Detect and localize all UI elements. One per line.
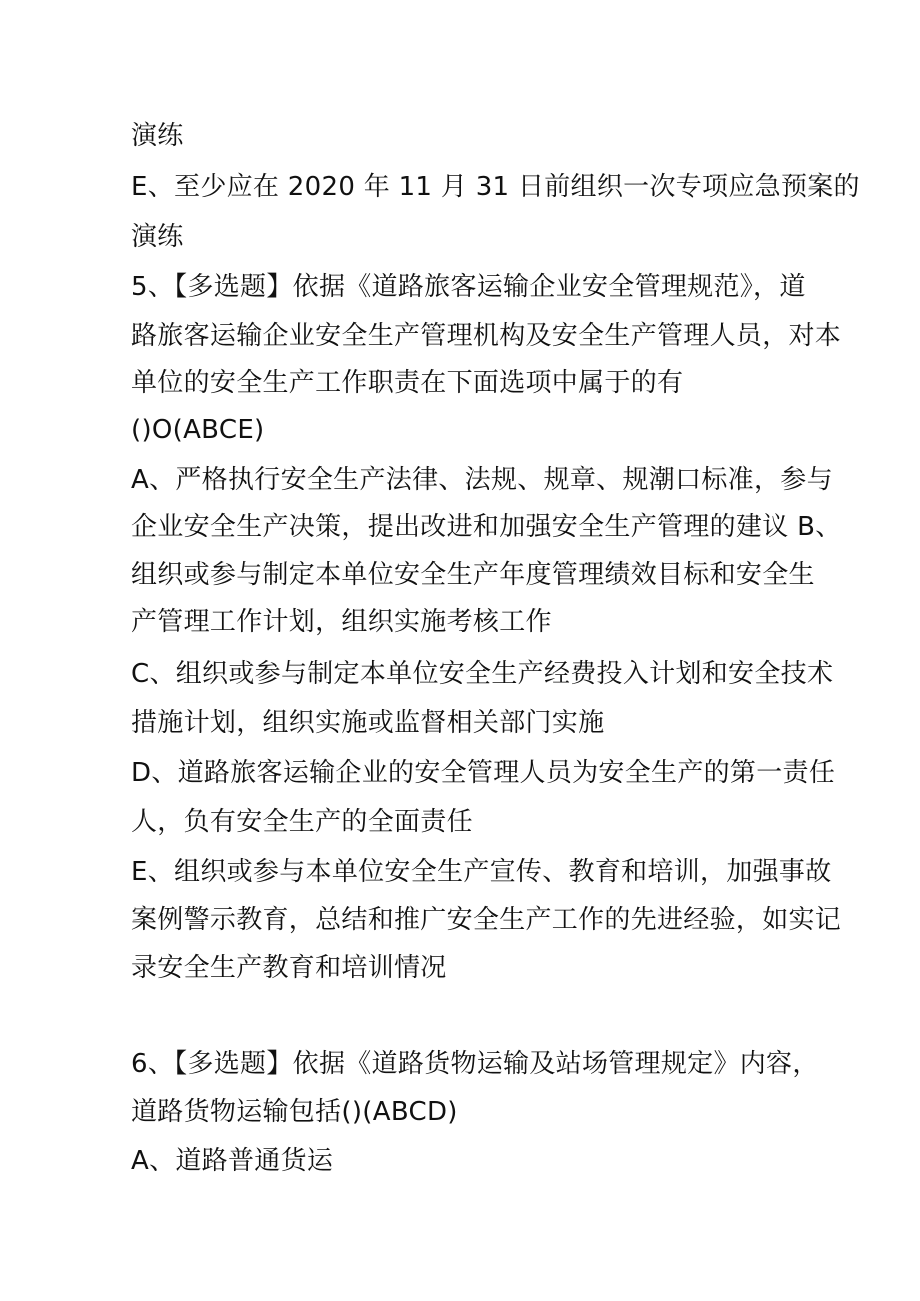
text-line: 案例警示教育，总结和推广安全生产工作的先进经验，如实记 [131,905,842,935]
text-line: 演练 [131,222,184,252]
question-5-title: 5、【多选题】依据《道路旅客运输企业安全管理规范》，道 [131,272,806,302]
option-a: A、严格执行安全生产法律、法规、规章、规潮口标准，参与 [131,465,833,495]
text-line: 单位的安全生产工作职责在下面选项中属于的有 [131,368,684,398]
text-line: 企业安全生产决策，提出改进和加强安全生产管理的建议 B、 [131,512,842,542]
option-e: E、组织或参与本单位安全生产宣传、教育和培训，加强事故 [131,857,832,887]
text-line: 路旅客运输企业安全生产管理机构及安全生产管理人员，对本 [131,321,842,351]
text-line: 人，负有安全生产的全面责任 [131,807,473,837]
option-a: A、道路普通货运 [131,1146,334,1176]
text-line: 道路货物运输包括()(ABCD) [131,1097,458,1127]
option-c: C、组织或参与制定本单位安全生产经费投入计划和安全技术 [131,659,834,689]
text-line: 产管理工作计划，组织实施考核工作 [131,607,552,637]
text-line: 措施计划，组织实施或监督相关部门实施 [131,708,605,738]
question-6-title: 6、【多选题】依据《道路货物运输及站场管理规定》内容， [131,1049,819,1079]
text-line: 录安全生产教育和培训情况 [131,953,447,983]
text-line: 组织或参与制定本单位安全生产年度管理绩效目标和安全生 [131,560,815,590]
option-d: D、道路旅客运输企业的安全管理人员为安全生产的第一责任 [131,758,836,788]
text-line: 演练 [131,121,184,151]
text-line: E、至少应在 2020 年 11 月 31 日前组织一次专项应急预案的 [131,172,860,202]
answer-line: ()O(ABCE) [131,415,265,445]
